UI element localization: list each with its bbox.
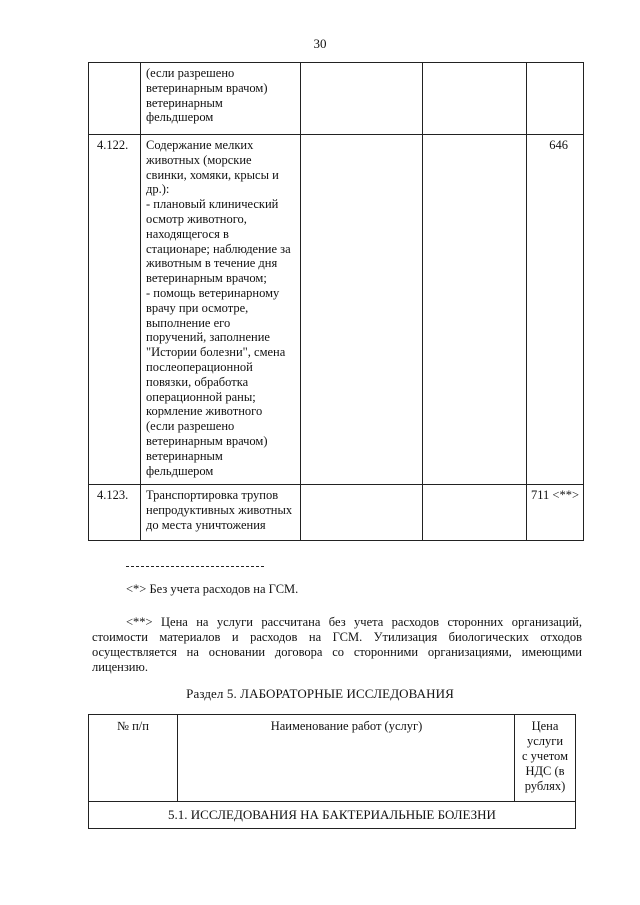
table-rule	[140, 62, 141, 541]
table-rule	[177, 714, 178, 802]
column-header-name: Наименование работ (услуг)	[270, 719, 423, 733]
table-row-desc: Транспортировка трупов непродуктивных животных до места уничтожения	[146, 488, 293, 532]
table-rule	[88, 484, 583, 485]
table-rule	[88, 801, 576, 802]
table-rule	[88, 714, 89, 829]
table-rule	[88, 540, 583, 541]
table-row-price: 711 <**>	[530, 488, 579, 502]
table-row-num: 4.122.	[97, 138, 129, 152]
footnote-1: <*> Без учета расходов на ГСМ.	[126, 582, 299, 596]
table-rule	[88, 828, 576, 829]
subsection-title: 5.1. ИССЛЕДОВАНИЯ НА БАКТЕРИАЛЬНЫЕ БОЛЕЗНИ	[168, 807, 496, 822]
footnote-separator	[126, 566, 264, 567]
column-header-price: Цена услуги с учетом НДС (в рублях)	[522, 719, 568, 793]
table-rule	[88, 714, 576, 715]
table-rule	[300, 62, 301, 541]
table-rule	[514, 714, 515, 802]
table-rule	[88, 134, 583, 135]
table-rule	[422, 62, 423, 541]
table-row-price: 646	[549, 138, 568, 152]
table-rule	[575, 714, 576, 829]
table-rule	[88, 62, 89, 541]
table-row-desc: Содержание мелких животных (морские свинки, хомяки, крысы и др.): - плановый клинический осмотр животного, находящегося в стационаре; наблюдение за животным в течение дня ветеринарным врачом; - помощь ветеринарному врачу при осмотре, выполнение его поручений, заполнение "Истории болезни", смена послеоперационной повязки, обработка операционной раны; кормление животного (если разрешено ветеринарным врачом) ветеринарным фельдшером	[146, 138, 291, 478]
table-row-num: 4.123.	[97, 488, 129, 502]
footnote-2: <**> Цена на услуги рассчитана без учета расходов сторонних организаций, стоимости материалов и расходов на ГСМ. Утилизация биологических отходов осуществляется на основании договора со сторонними организациями, имеющими лицензию.	[92, 615, 582, 674]
column-header-num: № п/п	[117, 719, 149, 733]
table-rule	[526, 62, 527, 541]
section-title: Раздел 5. ЛАБОРАТОРНЫЕ ИССЛЕДОВАНИЯ	[186, 686, 454, 701]
table-rule	[583, 62, 584, 541]
page-number: 30	[313, 36, 327, 51]
table-rule	[88, 62, 583, 63]
table-row-desc: (если разрешено ветеринарным врачом) ветеринарным фельдшером	[146, 66, 268, 125]
